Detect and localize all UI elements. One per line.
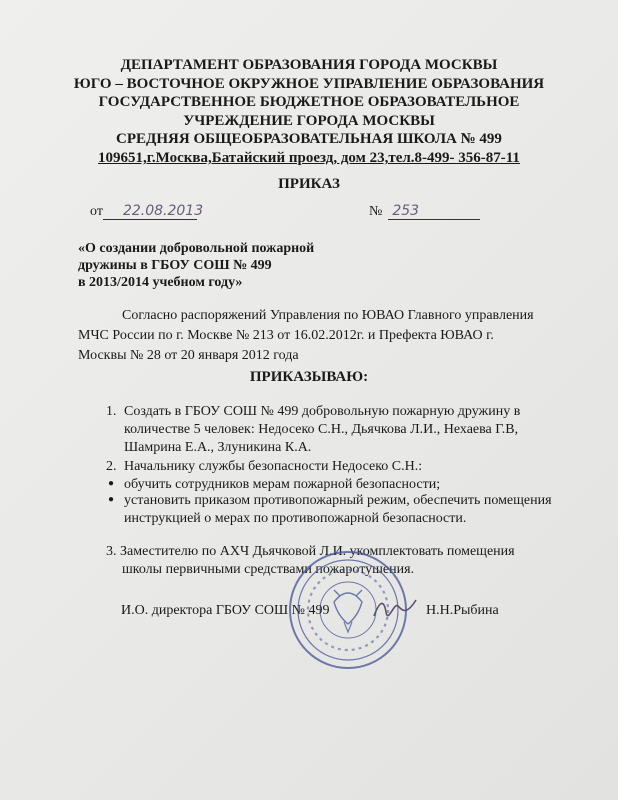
signature-scribble-icon xyxy=(372,596,418,622)
preamble xyxy=(78,306,534,366)
list-item: Начальнику службы безопасности Недосеко С.Н.: xyxy=(124,459,423,474)
subject-line: в 2013/2014 учебном году» xyxy=(78,275,243,290)
letterhead-department: ДЕПАРТАМЕНТ ОБРАЗОВАНИЯ ГОРОДА МОСКВЫ xyxy=(120,57,498,73)
order-date xyxy=(90,203,204,220)
signatory-position: И.О. директора ГБОУ СОШ № 499 xyxy=(121,603,330,618)
order-subject xyxy=(78,240,314,291)
list-item-line: установить приказом противопожарный режим, обеспечить помещения xyxy=(124,493,552,508)
list-item-line: Шамрина Е.А., Злуникина К.А. xyxy=(124,440,312,455)
preamble-line: МЧС России по г. Москве № 213 от 16.02.2012г. и Префекта ЮВАО г. xyxy=(78,328,494,343)
list-item-line: инструкцией о мерах по противопожарной безопасности. xyxy=(124,511,467,526)
date-prefix: от xyxy=(90,204,103,219)
list-item-line: Создать в ГБОУ СОШ № 499 добровольную пожарную дружину в xyxy=(124,404,521,419)
letterhead-school: СРЕДНЯЯ ОБЩЕОБРАЗОВАТЕЛЬНАЯ ШКОЛА № 499 xyxy=(116,131,502,148)
item-number: 1. xyxy=(106,404,117,419)
signatory-name: Н.Н.Рыбина xyxy=(426,603,499,618)
date-field xyxy=(103,203,204,220)
order-number xyxy=(369,204,480,220)
letterhead-institution-cont: УЧРЕЖДЕНИЕ ГОРОДА МОСКВЫ xyxy=(183,112,435,129)
bullet-item xyxy=(124,492,552,528)
preamble-line: Согласно распоряжений Управления по ЮВАО Главного управления xyxy=(122,308,534,323)
list-item-line: школы первичными средствами пожаротушения. xyxy=(122,562,415,577)
list-item-line: количестве 5 человек: Недосеко С.Н., Дьячкова Л.И., Нехаева Г.В, xyxy=(124,422,519,437)
preamble-line: Москвы № 28 от 20 января 2012 года xyxy=(78,348,299,363)
number-handwritten: 253 xyxy=(392,203,420,219)
letterhead-district: ЮГО – ВОСТОЧНОЕ ОКРУЖНОЕ УПРАВЛЕНИЕ ОБРАЗОВАНИЯ xyxy=(73,75,545,92)
subject-line: дружины в ГБОУ СОШ № 499 xyxy=(78,258,272,273)
date-handwritten: 22.08.2013 xyxy=(122,203,204,219)
list-item-line: 3. Заместителю по АХЧ Дьячковой Л.И. укомплектовать помещения xyxy=(106,544,515,559)
subject-line: «О создании добровольной пожарной xyxy=(78,241,315,256)
letterhead-address: 109651,г.Москва,Батайский проезд, дом 23,тел.8-499- 356-87-11 xyxy=(98,149,520,166)
letterhead xyxy=(0,56,618,168)
number-field xyxy=(388,205,480,220)
item-number: 2. xyxy=(106,459,117,474)
document-title: ПРИКАЗ xyxy=(278,176,340,192)
bullet-icon: ● xyxy=(108,478,115,489)
order-directive-heading: ПРИКАЗЫВАЮ: xyxy=(249,369,369,385)
list-item xyxy=(124,403,520,457)
letterhead-institution: ГОСУДАРСТВЕННОЕ БЮДЖЕТНОЕ ОБРАЗОВАТЕЛЬНОЕ xyxy=(98,94,520,111)
bullet-icon: ● xyxy=(108,494,115,505)
number-prefix: № xyxy=(369,204,383,219)
bullet-item: обучить сотрудников мерам пожарной безопасности; xyxy=(124,477,441,492)
